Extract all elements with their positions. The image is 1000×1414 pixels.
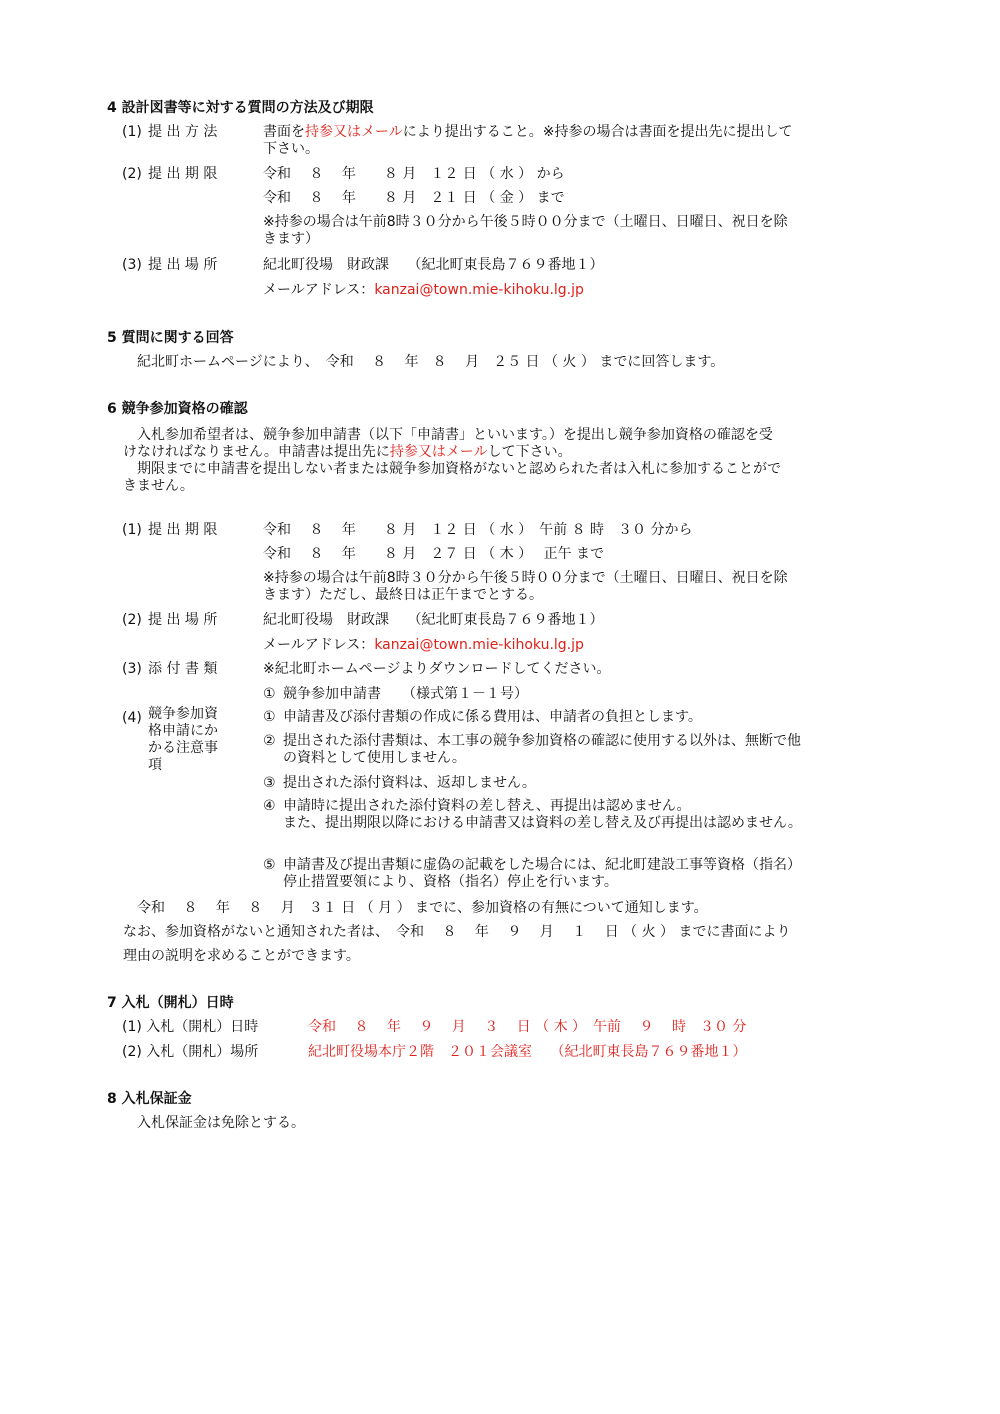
circled-number: ① bbox=[263, 709, 276, 725]
s4-item1-red: 持参又はメール bbox=[305, 124, 403, 140]
s6-item3-label: 添 付 書 類 bbox=[148, 661, 218, 677]
s6-para-line3: 期限までに申請書を提出しない者または競争参加資格がないと認められた者は入札に参加することがで bbox=[137, 461, 781, 477]
s4-item3-line1: 紀北町役場 財政課 （紀北町東長島７６９番地１） bbox=[263, 257, 604, 273]
s7-item1-label: (1) 入札（開札）日時 bbox=[122, 1019, 259, 1035]
s6-item3-line2-text: 競争参加申請書 （様式第１－１号） bbox=[283, 686, 528, 702]
s6-item4-label-1: 競争参加資 bbox=[148, 706, 218, 722]
s4-item3-number: (3) bbox=[122, 257, 142, 273]
s6-item1-line3: ※持参の場合は午前8時３０分から午後５時００分まで（土曜日、日曜日、祝日を除 bbox=[263, 570, 788, 586]
section-5-heading: 5 質問に関する回答 bbox=[107, 330, 234, 346]
s6-note-2a-text: 提出された添付書類は、本工事の競争参加資格の確認に使用する以外は、無断で他 bbox=[283, 733, 801, 749]
s6-para-line2 bbox=[123, 444, 572, 460]
s4-item2-line2: 令和 ８ 年 ８ 月 ２１ 日 （ 金 ） まで bbox=[263, 190, 565, 206]
s4-item1-line1 bbox=[263, 124, 792, 140]
s6-notice-line2: なお、参加資格がないと通知された者は、 令和 ８ 年 ９ 月 １ 日 （ 火 ） までに書面により bbox=[123, 924, 791, 940]
circled-number: ④ bbox=[263, 798, 276, 814]
s6-item1-label: 提 出 期 限 bbox=[148, 522, 218, 538]
s6-notice-line3: 理由の説明を求めることができます。 bbox=[123, 948, 360, 964]
s6-item1-line4: きます）ただし、最終日は正午までとする。 bbox=[263, 587, 543, 603]
s6-note-5a-text: 申請書及び提出書類に虚偽の記載をした場合には、紀北町建設工事等資格（指名） bbox=[283, 857, 801, 873]
s6-note-2b: の資料として使用しません。 bbox=[283, 750, 466, 766]
s5-text: 紀北町ホームページにより、 令和 ８ 年 ８ 月 ２５ 日 （ 火 ） までに回答します。 bbox=[137, 354, 725, 370]
s6-mail-link[interactable]: kanzai@town.mie-kihoku.lg.jp bbox=[374, 637, 584, 653]
s6-notice-line1: 令和 ８ 年 ８ 月 ３１ 日 （ 月 ） までに、参加資格の有無について通知します。 bbox=[137, 900, 708, 916]
s6-note-4b: また、提出期限以降における申請書又は資料の差し替え及び再提出は認めません。 bbox=[283, 815, 802, 831]
circled-number: ① bbox=[263, 686, 276, 702]
s6-para2-post: して下さい。 bbox=[487, 444, 572, 460]
s6-para2-red: 持参又はメール bbox=[389, 444, 488, 460]
s6-note-3-text: 提出された添付資料は、返却しません。 bbox=[283, 775, 536, 791]
s6-item1-line1: 令和 ８ 年 ８ 月 １２ 日 （ 水 ） 午前 ８ 時 ３０ 分から bbox=[263, 522, 693, 538]
s6-note-5a bbox=[263, 857, 801, 873]
s6-note-4a bbox=[263, 798, 691, 814]
s6-item2-number: (2) bbox=[122, 612, 142, 628]
s6-para-line4: きません。 bbox=[123, 478, 194, 494]
s4-item2-number: (2) bbox=[122, 166, 142, 182]
s6-note-5b: 停止措置要領により、資格（指名）停止を行います。 bbox=[283, 874, 618, 890]
s4-item2-line1: 令和 ８ 年 ８ 月 １２ 日 （ 水 ） から bbox=[263, 166, 565, 182]
s4-item1-number: (1) bbox=[122, 124, 142, 140]
s6-note-2a bbox=[263, 733, 801, 749]
s4-item3-mail-row bbox=[263, 282, 584, 298]
s7-item2-value: 紀北町役場本庁２階 ２０１会議室 （紀北町東長島７６９番地１） bbox=[308, 1044, 747, 1060]
s6-item4-label-4: 項 bbox=[148, 757, 162, 773]
s6-para-line1: 入札参加希望者は、競争参加申請書（以下「申請書」といいます。）を提出し競争参加資格の確認を受 bbox=[137, 427, 773, 443]
circled-number: ② bbox=[263, 733, 276, 749]
s6-item2-mail-row bbox=[263, 637, 584, 653]
s6-item4-number: (4) bbox=[122, 710, 142, 726]
s7-item2-label: (2) 入札（開札）場所 bbox=[122, 1044, 259, 1060]
section-6-heading: 6 競争参加資格の確認 bbox=[107, 401, 248, 417]
section-7-heading: 7 入札（開札）日時 bbox=[107, 995, 234, 1011]
s4-mail-link[interactable]: kanzai@town.mie-kihoku.lg.jp bbox=[374, 282, 584, 298]
s6-item4-label-2: 格申請にか bbox=[148, 723, 218, 739]
s6-note-1 bbox=[263, 709, 702, 725]
s6-item4-label-3: かる注意事 bbox=[148, 740, 218, 756]
s6-note-4a-text: 申請時に提出された添付資料の差し替え、再提出は認めません。 bbox=[283, 798, 691, 814]
s6-item3-line1: ※紀北町ホームページよりダウンロードしてください。 bbox=[263, 661, 611, 677]
s4-mail-label: メールアドレス： bbox=[263, 282, 375, 298]
circled-number: ⑤ bbox=[263, 857, 276, 873]
s4-item1-line2: 下さい。 bbox=[263, 141, 319, 157]
section-8-heading: 8 入札保証金 bbox=[107, 1091, 192, 1107]
s6-note-3 bbox=[263, 775, 536, 791]
s6-para2-pre: けなければなりません。申請書は提出先に bbox=[123, 444, 390, 460]
s6-item2-line1: 紀北町役場 財政課 （紀北町東長島７６９番地１） bbox=[263, 612, 604, 628]
s4-item3-label: 提 出 場 所 bbox=[148, 257, 218, 273]
s4-item1-post: により提出すること。※持参の場合は書面を提出先に提出して bbox=[402, 124, 793, 140]
s7-item1-value: 令和 ８ 年 ９ 月 ３ 日 （ 木 ） 午前 ９ 時 ３０ 分 bbox=[308, 1019, 747, 1035]
s4-item2-label: 提 出 期 限 bbox=[148, 166, 218, 182]
s8-text: 入札保証金は免除とする。 bbox=[137, 1115, 305, 1131]
s6-note-1-text: 申請書及び添付書類の作成に係る費用は、申請者の負担とします。 bbox=[283, 709, 702, 725]
section-4-heading: 4 設計図書等に対する質問の方法及び期限 bbox=[107, 100, 374, 116]
s6-item2-label: 提 出 場 所 bbox=[148, 612, 218, 628]
s6-item1-number: (1) bbox=[122, 522, 142, 538]
circled-number: ③ bbox=[263, 775, 276, 791]
s6-mail-label: メールアドレス： bbox=[263, 637, 375, 653]
s6-item1-line2: 令和 ８ 年 ８ 月 ２７ 日 （ 木 ） 正午 まで bbox=[263, 546, 605, 562]
s4-item1-label: 提 出 方 法 bbox=[148, 124, 218, 140]
s6-item3-number: (3) bbox=[122, 661, 142, 677]
s4-item2-line3: ※持参の場合は午前8時３０分から午後５時００分まで（土曜日、日曜日、祝日を除 bbox=[263, 214, 788, 230]
s6-item3-line2 bbox=[263, 686, 528, 702]
s4-item1-pre: 書面を bbox=[263, 124, 305, 140]
s4-item2-line4: きます） bbox=[263, 231, 319, 247]
